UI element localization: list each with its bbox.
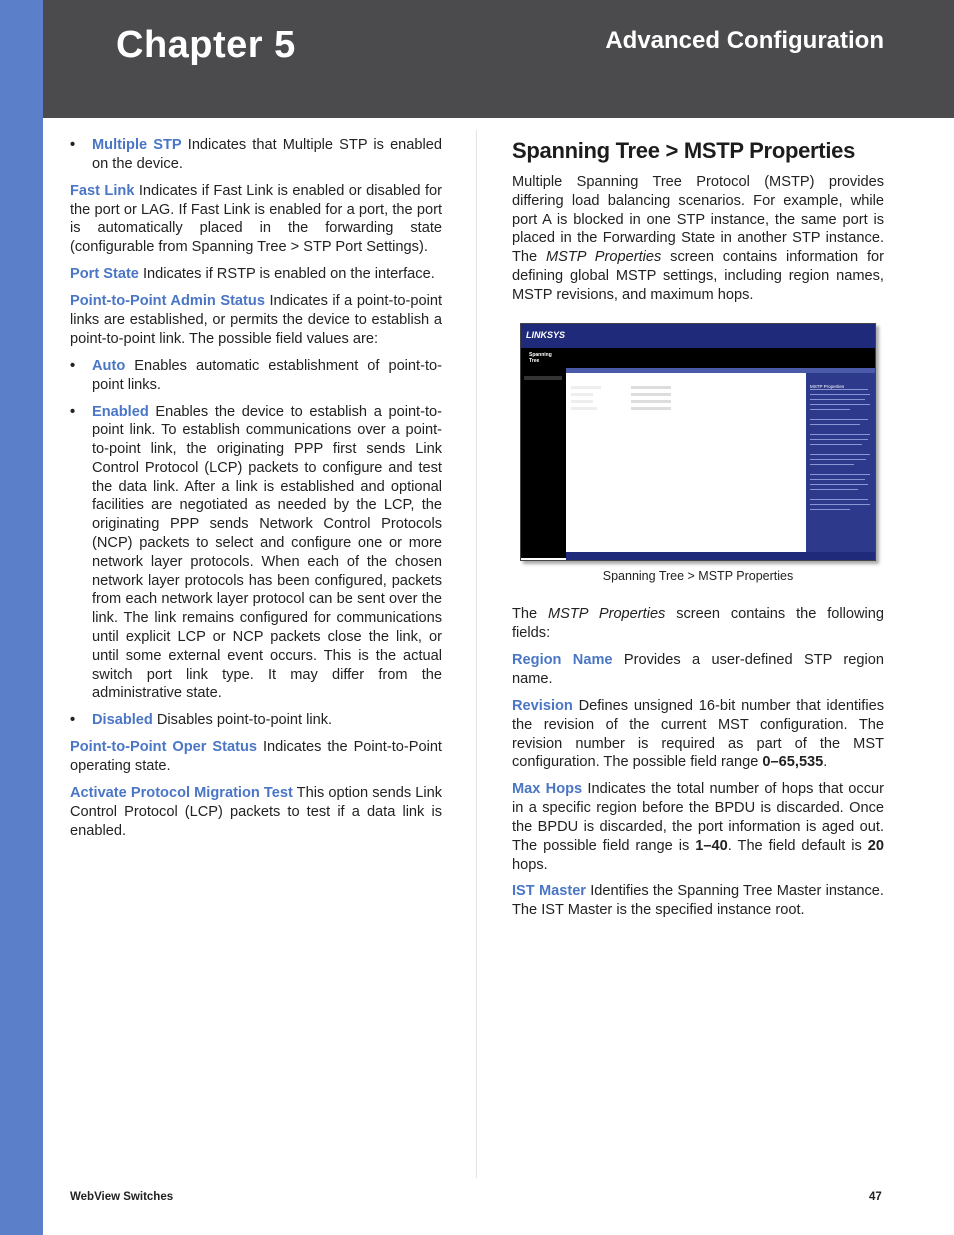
- para-fast-link: [70, 182, 442, 257]
- help-text-line: [810, 409, 850, 410]
- desc-port-state: Indicates if RSTP is enabled on the interface.: [138, 266, 435, 283]
- para-region-name: [512, 651, 884, 689]
- intro-text-b: screen contains information for defining global MSTP settings, including region names, MSTP revisions, and maximum hops.: [512, 249, 885, 303]
- column-divider: [476, 130, 477, 1178]
- para-revision: [512, 697, 884, 772]
- screenshot-field: [631, 386, 671, 389]
- screenshot-nav-item: [524, 376, 562, 380]
- bullet-dot: •: [70, 712, 76, 729]
- help-text-line: [810, 509, 850, 510]
- intro-text-a: Multiple Spanning Tree Protocol (MSTP) provides differing load balancing scenarios. For example, while port A is blocked in one STP instance, the same port is placed in the Forwarding State in another STP instance. The: [512, 174, 884, 266]
- help-text-line: [810, 484, 868, 485]
- screenshot-topbar: [521, 324, 875, 348]
- term-enabled: Enabled: [92, 403, 149, 420]
- help-text-line: [810, 504, 870, 505]
- screenshot-field: [631, 393, 671, 396]
- bullet-auto: [70, 357, 442, 395]
- fields-text-b: screen contains the following fields:: [512, 606, 884, 642]
- term-port-state: Port State: [70, 266, 139, 283]
- desc-ptp-admin: Indicates if a point-to-point links are established, or permits the device to establish a point-to-point link. The possible field values are:: [70, 293, 442, 347]
- desc-migration: This option sends Link Control Protocol (LCP) packets to test if a data link is enabled.: [70, 785, 442, 839]
- right-column: [512, 138, 884, 928]
- chapter-title: Chapter 5: [116, 24, 296, 66]
- screenshot-label: [571, 386, 601, 389]
- page-label-line-1: Spanning: [529, 351, 552, 358]
- fields-emphasis: MSTP Properties: [548, 606, 666, 623]
- screenshot-left-nav: [521, 368, 566, 558]
- bullet-enabled: [70, 403, 442, 704]
- bullet-dot: •: [70, 357, 76, 374]
- revision-end: .: [823, 754, 828, 771]
- intro-emphasis: MSTP Properties: [545, 249, 662, 266]
- help-text-line: [810, 394, 870, 395]
- para-max-hops: [512, 780, 884, 874]
- max-hops-mid: . The field default is: [727, 837, 868, 854]
- term-region-name: Region Name: [512, 652, 613, 669]
- screenshot-footer-bar: [566, 552, 875, 560]
- mstp-properties-screenshot: [520, 323, 876, 561]
- screenshot-help-panel: [806, 373, 875, 555]
- term-migration: Activate Protocol Migration Test: [70, 785, 293, 802]
- help-text-line: [810, 404, 870, 405]
- chapter-header: [43, 0, 954, 118]
- help-text-line: [810, 499, 868, 500]
- help-text-line: [810, 424, 860, 425]
- desc-multiple-stp: Indicates that Multiple STP is enabled on the device.: [92, 137, 443, 172]
- desc-auto: Enables automatic establishment of point-to-point links.: [92, 357, 442, 393]
- para-port-state: [70, 265, 442, 284]
- screenshot-page-label: [529, 352, 552, 364]
- left-color-band: [0, 0, 43, 1235]
- bullet-multiple-stp: [70, 136, 442, 174]
- para-ptp-oper: [70, 738, 442, 776]
- para-ist-master: [512, 882, 884, 920]
- para-ptp-admin: [70, 292, 442, 348]
- help-text-line: [810, 389, 868, 390]
- screenshot-label: [571, 400, 593, 403]
- bullet-dot: •: [70, 403, 76, 420]
- help-text-line: [810, 444, 862, 445]
- fields-text-a: The: [512, 606, 548, 623]
- desc-ptp-oper: Indicates the Point-to-Point operating state.: [70, 739, 442, 775]
- revision-range: 0–65,535: [762, 754, 824, 771]
- desc-enabled: Enables the device to establish a point-to-point link. To establish communications over a point-to-point link, the originating PPP first sends Link Control Protocol (LCP) packets to configure and test the data link. After a link is established and optional facilities are negotiated as needed by the LCP, the originating PPP sends Network Control Protocols (NCP) packets to select and configure one or more network layer protocols. When each of the chosen network layer protocols has been configured, packets from each network layer protocol can be sent over the link. The link remains configured for communications until explicit LCP or NCP packets close the link, or until some external event occurs. This is the actual switch port link type. It may differ from the administrative state.: [92, 403, 442, 702]
- max-hops-end: hops.: [512, 856, 548, 873]
- term-ptp-admin: Point-to-Point Admin Status: [70, 293, 265, 310]
- help-text-line: [810, 459, 866, 460]
- page-number: 47: [869, 1191, 882, 1203]
- screenshot-field: [631, 400, 671, 403]
- desc-disabled: Disables point-to-point link.: [152, 712, 333, 729]
- max-hops-range: 1–40: [695, 837, 728, 854]
- screenshot-navbar: [521, 348, 875, 368]
- para-intro: [512, 173, 884, 305]
- desc-ist-master: Identifies the Spanning Tree Master instance. The IST Master is the specified instance root.: [512, 883, 884, 919]
- left-column: [70, 136, 442, 849]
- term-revision: Revision: [512, 697, 573, 714]
- screenshot-label: [571, 407, 597, 410]
- screenshot-field: [631, 407, 671, 410]
- footer-product: WebView Switches: [70, 1191, 174, 1203]
- term-disabled: Disabled: [92, 712, 153, 729]
- help-text-line: [810, 434, 870, 435]
- desc-fast-link: Indicates if Fast Link is enabled or disabled for the port or LAG. If Fast Link is enabled for a port, the port is automatically placed in the forwarding state (configurable from Spanning Tree > STP Port Settings).: [70, 182, 443, 256]
- max-hops-default: 20: [867, 837, 884, 854]
- help-panel-title: MSTP Properties: [810, 383, 845, 389]
- figure-caption: Spanning Tree > MSTP Properties: [602, 568, 794, 583]
- bullet-dot: •: [70, 137, 76, 153]
- para-fields-intro: [512, 605, 884, 643]
- bullet-disabled: [70, 711, 442, 730]
- screenshot-form: [566, 373, 806, 558]
- term-ptp-oper: Point-to-Point Oper Status: [70, 739, 258, 756]
- section-title: Advanced Configuration: [605, 27, 884, 54]
- help-text-line: [810, 419, 868, 420]
- screenshot-figure: [520, 323, 876, 561]
- term-fast-link: Fast Link: [70, 182, 135, 199]
- desc-revision: Defines unsigned 16-bit number that identifies the revision of the current MST configuration. The revision number is required as part of the MST configuration. The possible field range: [512, 697, 884, 771]
- help-text-line: [810, 489, 858, 490]
- section-heading: Spanning Tree > MSTP Properties: [512, 138, 856, 163]
- page-label-line-2: Tree: [529, 357, 540, 364]
- term-max-hops: Max Hops: [512, 781, 583, 798]
- desc-region-name: Provides a user-defined STP region name.: [512, 652, 885, 687]
- screenshot-label: [571, 393, 593, 396]
- help-text-line: [810, 479, 865, 480]
- term-auto: Auto: [92, 357, 126, 374]
- linksys-logo: LINKSYS: [526, 329, 566, 340]
- term-multiple-stp: Multiple STP: [92, 137, 182, 153]
- help-text-line: [810, 474, 870, 475]
- help-text-line: [810, 454, 870, 455]
- help-text-line: [810, 439, 868, 440]
- help-text-line: [810, 464, 854, 465]
- help-text-line: [810, 399, 865, 400]
- desc-max-hops: Indicates the total number of hops that occur in a specific region before the BPDU is discarded. Once the BPDU is discarded, the port information is aged out. The possible field range is: [512, 781, 884, 854]
- para-migration: [70, 784, 442, 840]
- term-ist-master: IST Master: [512, 883, 586, 900]
